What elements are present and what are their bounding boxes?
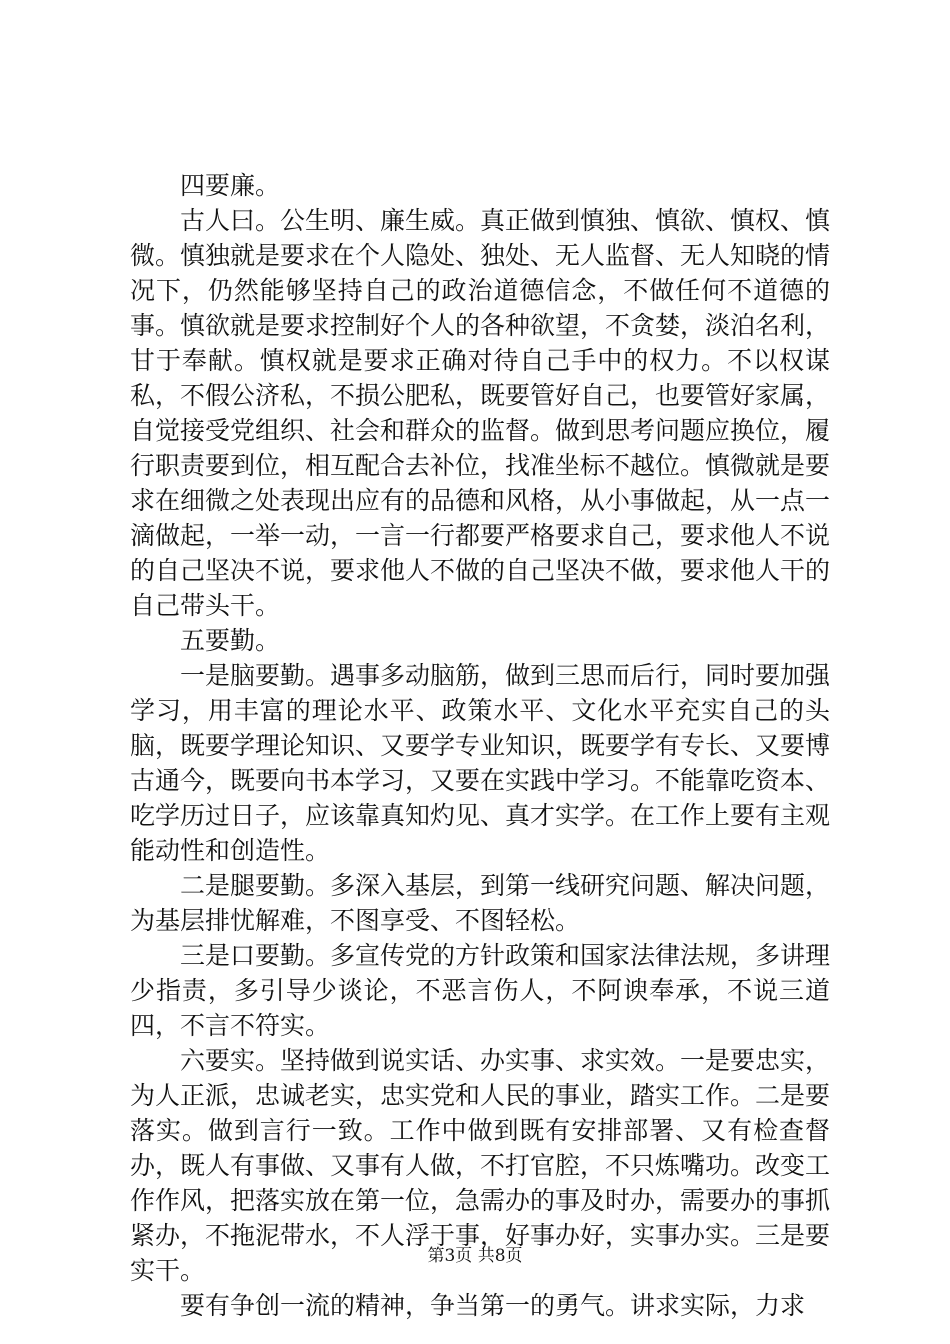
paragraph: 二是腿要勤。多深入基层，到第一线研究问题、解决问题，为基层排忧解难，不图享受、不图轻松。	[130, 871, 831, 935]
paragraph: 要有争创一流的精神，争当第一的勇气。讲求实际，力求	[180, 1291, 806, 1320]
paragraph: 三是口要勤。多宣传党的方针政策和国家法律法规，多讲理少指责，多引导少谈论，不恶言伤人，不阿谀奉承，不说三道四，不言不符实。	[130, 941, 831, 1040]
page-footer: 第3页 共8页	[427, 1246, 523, 1266]
paragraph: 古人曰。公生明、廉生威。真正做到慎独、慎欲、慎权、慎微。慎独就是要求在个人隐处、独处、无人监督、无人知晓的情况下，仍然能够坚持自己的政治道德信念，不做任何不道德的事。慎欲就是要求控制好个人的各种欲望，不贪婪，淡泊名利，甘于奉献。慎权就是要求正确对待自己手中的权力。不以权谋私，不假公济私，不损公肥私，既要管好自己，也要管好家属，自觉接受党组织、社会和群众的监督。做到思考问题应换位，履行职责要到位，相互配合去补位，找准坐标不越位。慎微就是要求在细微之处表现出应有的品德和风格，从小事做起，从一点一滴做起，一举一动，一言一行都要严格要求自己，要求他人不说的自己坚决不说，要求他人不做的自己坚决不做，要求他人干的自己带头干。	[130, 206, 831, 620]
paragraph: 一是脑要勤。遇事多动脑筋，做到三思而后行，同时要加强学习，用丰富的理论水平、政策水平、文化水平充实自己的头脑，既要学理论知识、又要学专业知识，既要学有专长、又要博古通今，既要向书本学习，又要在实践中学习。不能靠吃资本、吃学历过日子，应该靠真知灼见、真才实学。在工作上要有主观能动性和创造性。	[130, 661, 831, 865]
paragraph-heading-lian: 四要廉。	[180, 171, 281, 200]
body-text	[130, 168, 830, 1323]
paragraph: 六要实。坚持做到说实话、办实事、求实效。一是要忠实，为人正派，忠诚老实，忠实党和人民的事业，踏实工作。二是要落实。做到言行一致。工作中做到既有安排部署、又有检查督办，既人有事做、又事有人做，不打官腔，不只炼嘴功。改变工作作风，把落实放在第一位，急需办的事及时办，需要办的事抓紧办，不拖泥带水，不人浮于事，好事办好，实事办实。三是要实干。	[130, 1046, 831, 1285]
paragraph-heading-qin: 五要勤。	[180, 626, 281, 655]
